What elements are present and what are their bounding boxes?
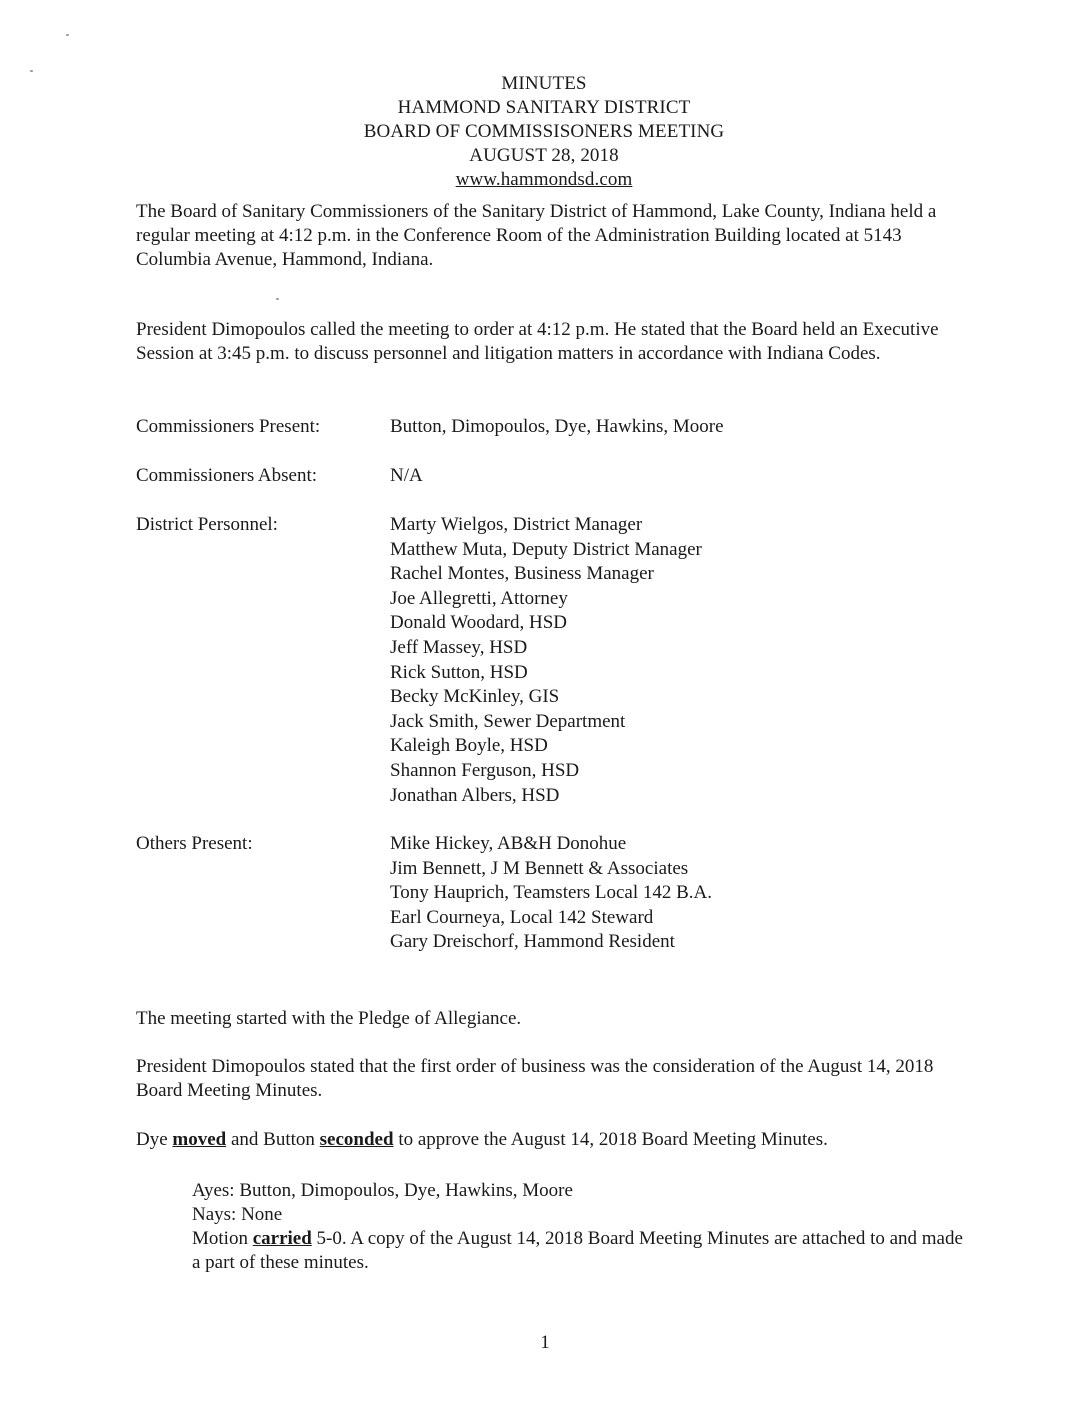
district-personnel-list [390, 513, 950, 808]
commissioners-present-label: Commissioners Present: [136, 416, 321, 437]
personnel-item: Becky McKinley, GIS [390, 686, 560, 708]
personnel-item: Kaleigh Boyle, HSD [390, 735, 548, 757]
others-item: Tony Hauprich, Teamsters Local 142 B.A. [390, 882, 713, 904]
moved-word: moved [172, 1129, 227, 1150]
personnel-item: Jack Smith, Sewer Department [390, 710, 626, 732]
header-meeting: BOARD OF COMMISSISONERS MEETING [363, 121, 725, 142]
personnel-item: Jeff Massey, HSD [390, 636, 528, 658]
personnel-item: Joe Allegretti, Attorney [390, 587, 568, 609]
others-present-label: Others Present: [136, 833, 253, 854]
motion-paragraph [136, 1128, 956, 1152]
first-business-paragraph: President Dimopoulos stated that the first order of business was the consideration of the August 14, 2018 Board Meeting Minutes. [136, 1056, 934, 1101]
commissioners-absent-value: N/A [390, 465, 423, 486]
vote-result [192, 1227, 972, 1275]
personnel-item: Rick Sutton, HSD [390, 661, 528, 683]
call-to-order-paragraph: President Dimopoulos called the meeting to order at 4:12 p.m. He stated that the Board held an Executive Session at 3:45 p.m. to discuss personnel and litigation matters in accordance with Indiana Codes. [136, 319, 939, 364]
pledge-paragraph: The meeting started with the Pledge of Allegiance. [136, 1008, 522, 1029]
personnel-item: Marty Wielgos, District Manager [390, 514, 643, 535]
header-url[interactable]: www.hammondsd.com [455, 169, 633, 190]
header-title: MINUTES [501, 73, 587, 94]
others-item: Mike Hickey, AB&H Donohue [390, 833, 627, 854]
page-number: 1 [540, 1332, 550, 1353]
motion-and-text: and Button [226, 1129, 320, 1150]
scan-speck [66, 34, 69, 36]
header-date: AUGUST 28, 2018 [469, 145, 619, 166]
others-item: Earl Courneya, Local 142 Steward [390, 906, 654, 928]
intro-paragraph: The Board of Sanitary Commissioners of the Sanitary District of Hammond, Lake County, Indiana held a regular meeting at 4:12 p.m. in the Conference Room of the Administration Building located at 5143 Columbia Avenue, Hammond, Indiana. [136, 201, 937, 270]
motion-mover: Dye [136, 1129, 168, 1150]
vote-block [192, 1179, 972, 1275]
seconded-word: seconded [319, 1129, 394, 1150]
personnel-item: Rachel Montes, Business Manager [390, 563, 654, 585]
header-organization: HAMMOND SANITARY DISTRICT [397, 97, 691, 118]
others-present-list [390, 832, 950, 955]
district-personnel-label: District Personnel: [136, 514, 278, 535]
carried-word: carried [252, 1228, 312, 1249]
document-header [0, 72, 1088, 192]
vote-nays: Nays: None [192, 1204, 283, 1225]
personnel-item: Shannon Ferguson, HSD [390, 759, 580, 781]
commissioners-present-value: Button, Dimopoulos, Dye, Hawkins, Moore [390, 416, 724, 437]
personnel-item: Matthew Muta, Deputy District Manager [390, 538, 702, 560]
vote-motion-prefix: Motion [192, 1228, 253, 1249]
personnel-item: Jonathan Albers, HSD [390, 784, 560, 806]
scan-speck [276, 298, 279, 300]
commissioners-absent-label: Commissioners Absent: [136, 465, 318, 486]
others-item: Jim Bennett, J M Bennett & Associates [390, 857, 689, 879]
motion-rest: to approve the August 14, 2018 Board Meeting Minutes. [393, 1129, 828, 1150]
personnel-item: Donald Woodard, HSD [390, 612, 568, 634]
vote-ayes: Ayes: Button, Dimopoulos, Dye, Hawkins, Moore [192, 1180, 573, 1201]
others-item: Gary Dreischorf, Hammond Resident [390, 931, 675, 953]
vote-motion-rest: 5-0. A copy of the August 14, 2018 Board Meeting Minutes are attached to and made a part of these minutes. [192, 1228, 963, 1273]
